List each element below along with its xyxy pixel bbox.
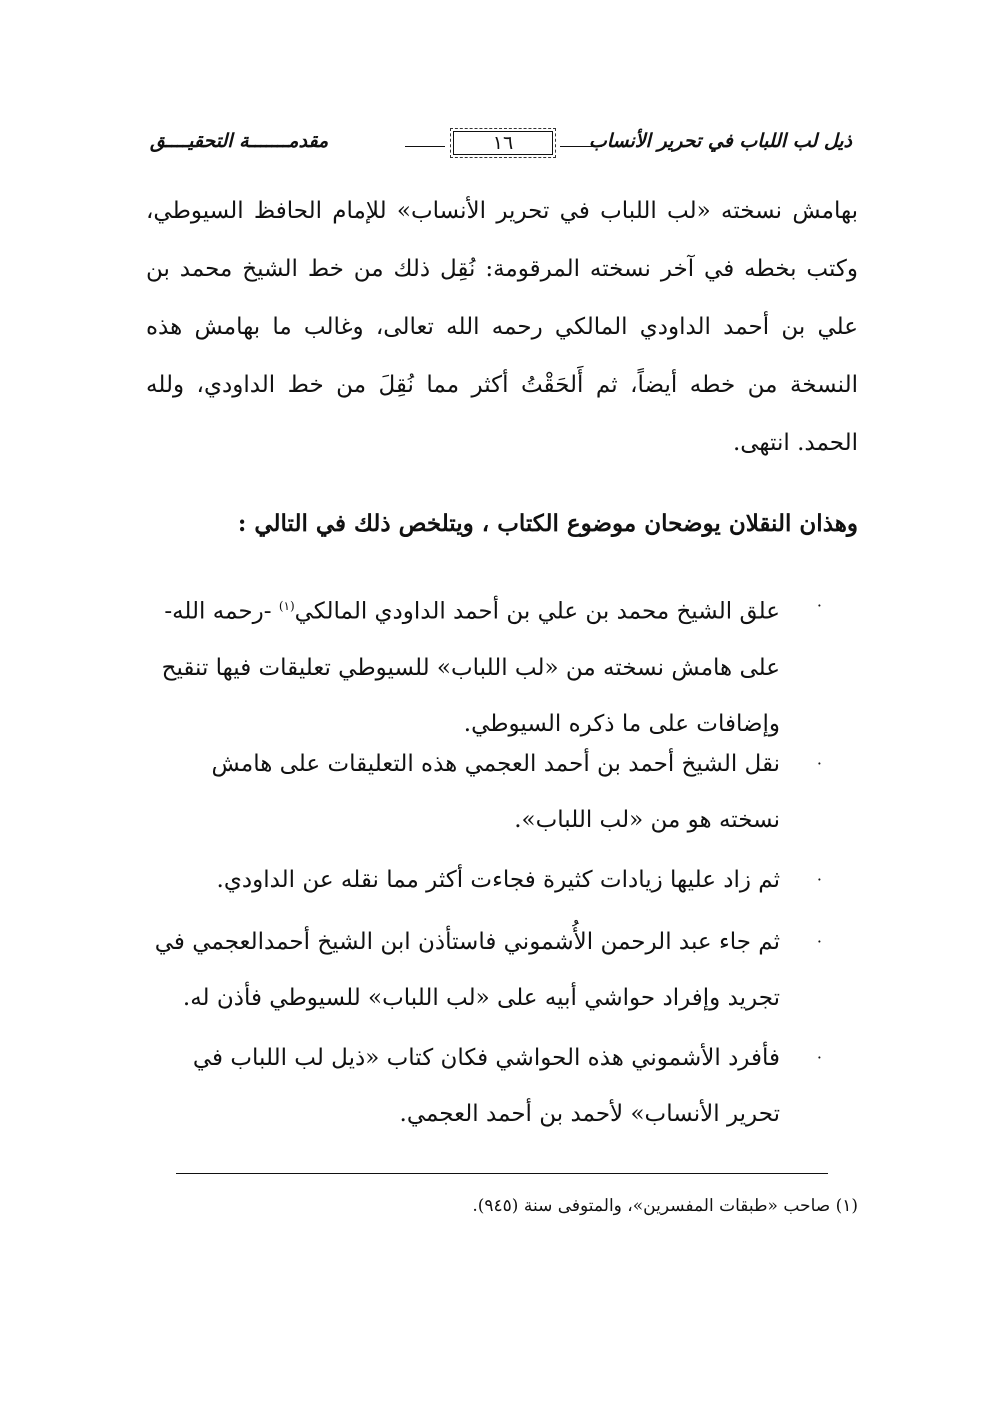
running-header (150, 126, 852, 166)
header-rule-right (560, 146, 602, 147)
header-page-number: ١٦ (450, 128, 556, 158)
list-item (146, 578, 858, 752)
bullet-symbol: · (816, 596, 822, 615)
footnote-separator (176, 1173, 828, 1174)
bullet-symbol: · (816, 754, 822, 773)
list-item (146, 736, 858, 848)
header-section-title: مقدمـــــــة التحقيــــق (150, 130, 329, 152)
footnote: (١) صاحب «طبقات المفسرين»، والمتوفى سنة (٩٤٥). (472, 1196, 858, 1216)
intro-paragraph: بهامش نسخته «لب اللباب في تحرير الأنساب» للإمام الحافظ السيوطي، وكتب بخطه في آخر نسخته المرقومة: نُقِل ذلك من خط الشيخ محمد بن علي بن أحمد الداودي المالكي رحمه الله تعالى، وغالب ما بهامش هذه النسخة من خطه أيضاً، ثم أَلحَقْتُ أكثر مما نُقِلَ من خط الداودي، ولله الحمد. انتهى. (146, 198, 858, 456)
bullet-text: فأفرد الأشموني هذه الحواشي فكان كتاب «ذيل لب اللباب في تحرير الأنساب» لأحمد بن أحمد العجمي. (192, 1045, 780, 1127)
bullet-text: نقل الشيخ أحمد بن أحمد العجمي هذه التعليقات على هامش نسخته هو من «لب اللباب». (211, 751, 780, 833)
bullet-text: -رحمه (212, 598, 272, 625)
bullet-symbol: · (816, 1048, 822, 1067)
bullet-text: الله- على هامش نسخته من «لب اللباب» للسيوطي تعليقات فيها تنقيح وإضافات على ما ذكره السيوطي. (161, 598, 780, 737)
bullet-text: ثم جاء عبد الرحمن الأُشموني فاستأذن ابن الشيخ أحمدالعجمي في تجريد وإفراد حواشي أبيه على «لب اللباب» للسيوطي فأذن له. (154, 929, 780, 1011)
footnote-ref: (١) (278, 599, 295, 613)
section-heading: وهذان النقلان يوضحان موضوع الكتاب ، ويتلخص ذلك في التالي : (237, 510, 858, 537)
header-rule-left (405, 146, 445, 147)
bullet-text: ثم زاد عليها زيادات كثيرة فجاءت أكثر مما نقله عن الداودي. (216, 867, 780, 893)
list-item (146, 914, 858, 1026)
header-book-title: ذيل لب اللباب في تحرير الأنساب (588, 130, 852, 152)
list-item (146, 1030, 858, 1142)
bullet-symbol: · (816, 932, 822, 951)
list-item (146, 852, 858, 908)
bullet-text: علق الشيخ محمد بن علي بن أحمد الداودي المالكي (294, 598, 780, 625)
bullet-symbol: · (816, 870, 822, 889)
